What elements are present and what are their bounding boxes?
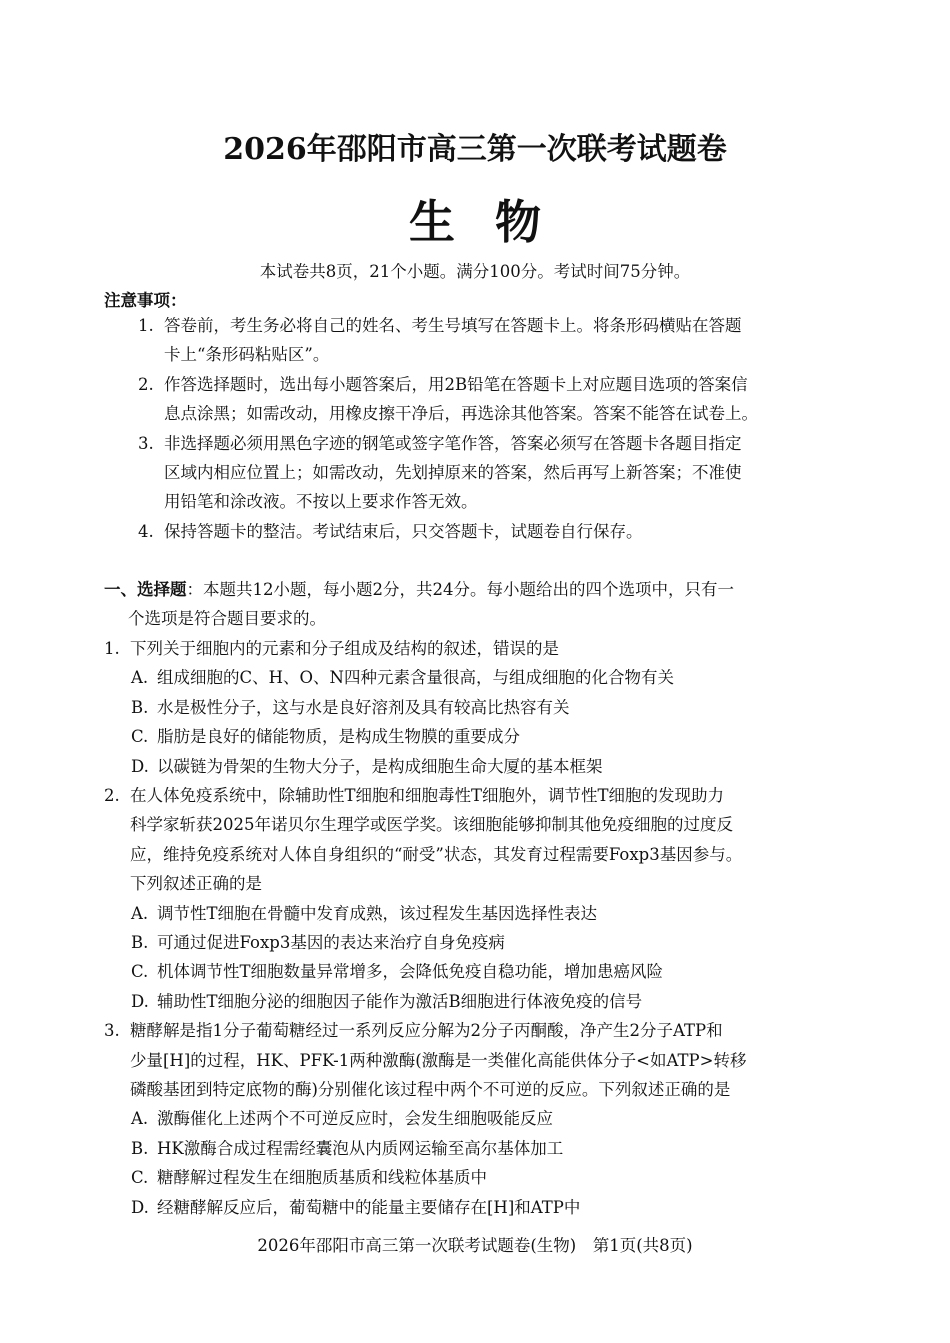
question-3-stem-line-1: 3. 糖酵解是指1分子葡萄糖经过一系列反应分解为2分子丙酮酸，净产生2分子ATP和 (104, 1021, 723, 1040)
question-1-option-a: A. 组成细胞的C、H、O、N四种元素含量很高，与组成细胞的化合物有关 (131, 668, 674, 687)
question-3-option-a: A. 激酶催化上述两个不可逆反应时，会发生细胞吸能反应 (131, 1109, 553, 1128)
question-3-option-b: B. HK激酶合成过程需经囊泡从内质网运输至高尔基体加工 (131, 1139, 564, 1158)
question-1-option-d: D. 以碳链为骨架的生物大分子，是构成细胞生命大厦的基本框架 (131, 757, 603, 776)
question-3-option-c: C. 糖酵解过程发生在细胞质基质和线粒体基质中 (131, 1168, 487, 1187)
question-2-stem-line-3: 应，维持免疫系统对人体自身组织的“耐受”状态，其发育过程需要Foxp3基因参与。 (130, 845, 743, 864)
section-1-heading: 一、选择题：本题共12小题，每小题2分，共24分。每小题给出的四个选项中，只有一 (104, 580, 734, 599)
exam-info: 本试卷共8页，21个小题。满分100分。考试时间75分钟。 (259, 262, 691, 281)
question-3-stem-line-2: 少量[H]的过程，HK、PFK-1两种激酶(激酶是一类催化高能供体分子<如ATP>转移 (130, 1051, 747, 1070)
notice-item-4-line-1: 4. 保持答题卡的整洁。考试结束后，只交答题卡，试题卷自行保存。 (138, 522, 643, 541)
question-1-option-b: B. 水是极性分子，这与水是良好溶剂及具有较高比热容有关 (131, 698, 570, 717)
notice-item-3-line-2: 区域内相应位置上；如需改动，先划掉原来的答案，然后再写上新答案；不准使 (164, 463, 742, 482)
section-1-desc-line-2: 个选项是符合题目要求的。 (128, 609, 326, 628)
question-1-stem: 1. 下列关于细胞内的元素和分子组成及结构的叙述，错误的是 (104, 639, 559, 658)
question-2-option-b: B. 可通过促进Foxp3基因的表达来治疗自身免疫病 (131, 933, 505, 952)
question-1-option-c: C. 脂肪是良好的储能物质，是构成生物膜的重要成分 (131, 727, 520, 746)
question-2-option-d: D. 辅助性T细胞分泌的细胞因子能作为激活B细胞进行体液免疫的信号 (131, 992, 643, 1011)
page-footer: 2026年邵阳市高三第一次联考试题卷(生物) 第1页(共8页) (257, 1236, 693, 1255)
notice-item-3-line-3: 用铅笔和涂改液。不按以上要求作答无效。 (164, 492, 478, 511)
notice-item-2-line-1: 2. 作答选择题时，选出每小题答案后，用2B铅笔在答题卡上对应题目选项的答案信 (138, 375, 748, 394)
notice-item-3-line-1: 3. 非选择题必须用黑色字迹的钢笔或签字笔作答，答案必须写在答题卡各题目指定 (138, 434, 742, 453)
question-3-stem-line-3: 磷酸基团到特定底物的酶)分别催化该过程中两个不可逆的反应。下列叙述正确的是 (130, 1080, 731, 1099)
notice-title: 注意事项： (104, 291, 187, 310)
notice-item-1-line-1: 1. 答卷前，考生务必将自己的姓名、考生号填写在答题卡上。将条形码横贴在答题 (138, 316, 742, 335)
subject-title: 生物 (409, 195, 581, 249)
question-2-option-a: A. 调节性T细胞在骨髓中发育成熟，该过程发生基因选择性表达 (131, 904, 598, 923)
question-2-stem-line-1: 2. 在人体免疫系统中，除辅助性T细胞和细胞毒性T细胞外，调节性T细胞的发现助力 (104, 786, 725, 805)
notice-item-1-line-2: 卡上“条形码粘贴区”。 (164, 345, 330, 364)
question-2-stem-line-2: 科学家斩获2025年诺贝尔生理学或医学奖。该细胞能够抑制其他免疫细胞的过度反 (130, 815, 733, 834)
notice-item-2-line-2: 息点涂黑；如需改动，用橡皮擦干净后，再选涂其他答案。答案不能答在试卷上。 (164, 404, 758, 423)
exam-title: 2026年邵阳市高三第一次联考试题卷 (223, 132, 727, 167)
question-2-option-c: C. 机体调节性T细胞数量异常增多，会降低免疫自稳功能，增加患癌风险 (131, 962, 664, 981)
question-2-stem-line-4: 下列叙述正确的是 (130, 874, 262, 893)
question-3-option-d: D. 经糖酵解反应后，葡萄糖中的能量主要储存在[H]和ATP中 (131, 1198, 581, 1217)
